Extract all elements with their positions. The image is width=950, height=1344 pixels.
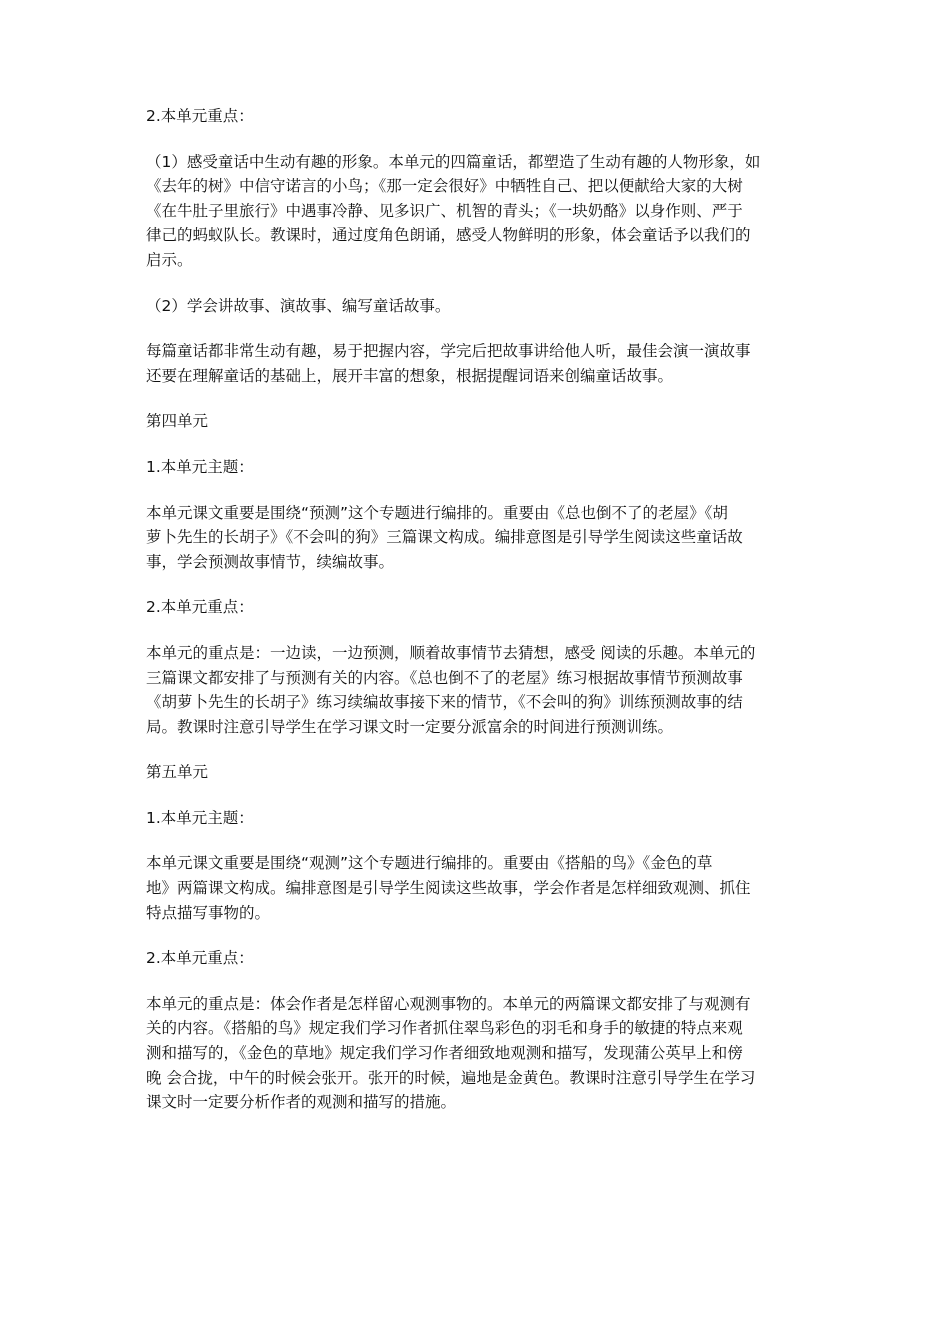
text-line: 晚 会合拢，中午的时候会张开。张开的时候，遍地是金黄色。教课时注意引导学生在学习	[146, 1068, 756, 1087]
text-line: 《胡萝卜先生的长胡子》练习续编故事接下来的情节，《不会叫的狗》训练预测故事的结	[146, 693, 743, 712]
paragraph	[146, 409, 812, 434]
text-line: 第五单元	[146, 763, 209, 782]
text-line: 2.本单元重点：	[146, 949, 254, 968]
text-line: 本单元的重点是：一边读，一边预测，顺着故事情节去猜想，感受 阅读的乐趣。本单元的	[146, 643, 756, 662]
paragraph	[146, 595, 812, 620]
text-line: 地》两篇课文构成。编排意图是引导学生阅读这些故事，学会作者是怎样细致观测、抓住	[146, 879, 751, 898]
paragraph	[146, 992, 812, 1115]
paragraph	[146, 455, 812, 480]
text-line: 课文时一定要分析作者的观测和描写的措施。	[146, 1093, 457, 1112]
text-line: 2.本单元重点：	[146, 107, 254, 125]
text-line: （2）学会讲故事、演故事、编写童话故事。	[146, 296, 451, 315]
text-line: 1.本单元主题：	[146, 808, 254, 827]
paragraph	[146, 946, 812, 971]
paragraph	[146, 150, 812, 273]
paragraph	[146, 104, 812, 129]
text-line: 第四单元	[146, 412, 209, 431]
paragraph	[146, 851, 812, 925]
text-line: 《在牛肚子里旅行》中遇事冷静、见多识广、机智的青头；《一块奶酪》以身作则、严于	[146, 201, 743, 220]
text-line: 律己的蚂蚁队长。教课时，通过度角色朗诵，感受人物鲜明的形象，体会童话予以我们的	[146, 226, 751, 245]
text-line: 本单元课文重要是围绕“观测”这个专题进行编排的。重要由《搭船的鸟》《金色的草	[146, 854, 713, 873]
text-line: 本单元的重点是：体会作者是怎样留心观测事物的。本单元的两篇课文都安排了与观测有	[146, 994, 751, 1013]
paragraph	[146, 339, 812, 388]
text-line: 《去年的树》中信守诺言的小鸟；《那一定会很好》中牺牲自己、把以便献给大家的大树	[146, 177, 743, 196]
text-line: 事，学会预测故事情节，续编故事。	[146, 552, 395, 571]
text-line: （1）感受童话中生动有趣的形象。本单元的四篇童话，都塑造了生动有趣的人物形象，如	[146, 152, 761, 171]
text-line: 特点描写事物的。	[146, 903, 271, 922]
paragraph	[146, 760, 812, 785]
text-line: 2.本单元重点：	[146, 598, 254, 617]
text-line: 测和描写的，《金色的草地》规定我们学习作者细致地观测和描写，发现蒲公英早上和傍	[146, 1044, 743, 1063]
document-page	[146, 104, 812, 1136]
paragraph	[146, 806, 812, 831]
text-line: 还要在理解童话的基础上，展开丰富的想象，根据提醒词语来创编童话故事。	[146, 366, 674, 385]
text-line: 三篇课文都安排了与预测有关的内容。《总也倒不了的老屋》练习根据故事情节预测故事	[146, 668, 743, 687]
paragraph	[146, 641, 812, 739]
text-line: 1.本单元主题：	[146, 457, 254, 476]
paragraph	[146, 294, 812, 319]
text-line: 关的内容。《搭船的鸟》规定我们学习作者抓住翠鸟彩色的羽毛和身手的敏捷的特点来观	[146, 1019, 743, 1038]
text-line: 局。教课时注意引导学生在学习课文时一定要分派富余的时间进行预测训练。	[146, 717, 674, 736]
paragraph	[146, 501, 812, 575]
text-line: 萝卜先生的长胡子》《不会叫的狗》三篇课文构成。编排意图是引导学生阅读这些童话故	[146, 528, 743, 547]
text-line: 每篇童话都非常生动有趣，易于把握内容，学完后把故事讲给他人听，最佳会演一演故事	[146, 342, 751, 361]
text-line: 本单元课文重要是围绕“预测”这个专题进行编排的。重要由《总也倒不了的老屋》《胡	[146, 503, 728, 522]
text-line: 启示。	[146, 250, 193, 269]
